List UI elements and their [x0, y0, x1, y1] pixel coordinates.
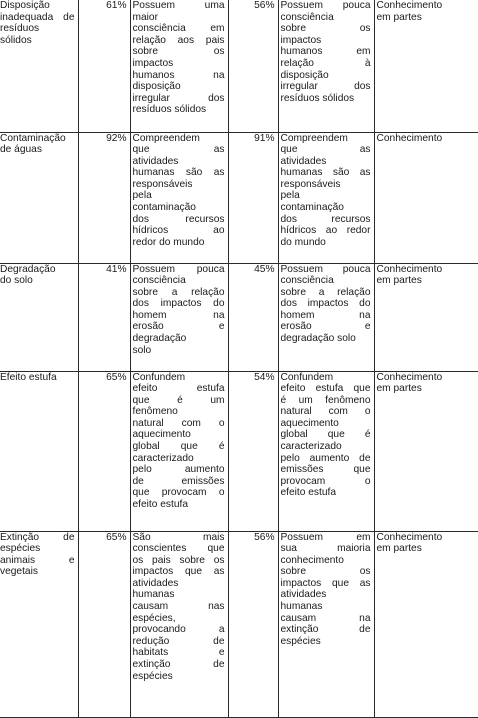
description-cell-a-line: irregular dos	[132, 92, 225, 104]
description-cell-b-line: irregular dos	[280, 81, 371, 93]
topic-cell-line: Extinção de	[0, 531, 75, 543]
description-cell-b-line: pela	[280, 190, 300, 202]
description-cell-b	[278, 132, 374, 263]
description-cell-a-line: erosão e	[132, 321, 225, 333]
description-cell-b-line: impactos que as	[280, 577, 371, 589]
description-cell-a-line: pela	[132, 190, 152, 202]
description-cell-b-line: atividades	[280, 155, 327, 167]
description-cell-b-line: do mundo	[280, 236, 326, 248]
percent-cell-a	[78, 132, 130, 263]
knowledge-level-cell-line: Conhecimento	[376, 371, 443, 383]
description-cell-a-line: consciência em	[132, 23, 225, 35]
description-cell-a-line: consciência	[132, 275, 186, 287]
percent-cell-b	[228, 0, 278, 132]
description-cell-b-line: espécies	[280, 635, 321, 647]
description-cell-a-line: contaminação	[132, 202, 196, 214]
topic-cell-line: Disposição	[0, 0, 50, 11]
description-cell-a-line: dos recursos	[132, 213, 225, 225]
description-cell-a-line: redor do mundo	[132, 236, 205, 248]
description-cell-a-line: redução de	[132, 635, 225, 647]
knowledge-level-cell	[374, 132, 478, 263]
description-cell-b-line: Possuem pouca	[280, 263, 371, 275]
description-cell-b-line: global que é	[280, 429, 371, 441]
knowledge-level-cell-line: Conhecimento	[376, 263, 443, 275]
description-cell-b-line: causam na	[280, 612, 371, 624]
description-cell-a-line: Compreendem	[132, 132, 200, 144]
description-cell-a-line: espécies,	[132, 612, 176, 624]
topic-cell-line: inadequada de	[0, 11, 75, 23]
description-cell-a-line: que as	[132, 144, 225, 156]
table-row	[0, 263, 478, 371]
percent-cell-b	[228, 132, 278, 263]
description-cell-b-line: humanos em	[280, 46, 371, 58]
topic-cell	[0, 531, 78, 717]
description-cell-b-line: hídricos ao redor	[280, 225, 371, 237]
description-cell-b-line: impactos	[280, 34, 322, 46]
topic-cell-line: Degradação	[0, 263, 56, 275]
description-cell-a-line: causam nas	[132, 601, 225, 613]
knowledge-level-cell-line: em partes	[376, 275, 422, 287]
topic-cell-line: vegetais	[0, 566, 38, 578]
description-cell-a-line: humanos na	[132, 69, 225, 81]
description-cell-a-line: habitats e	[132, 647, 225, 659]
description-cell-a-line: resíduos sólidos	[132, 104, 207, 116]
percent-cell-a-value: 61%	[106, 0, 127, 11]
description-cell-a-line: global que é	[132, 441, 225, 453]
description-cell-b-line: consciência	[280, 275, 334, 287]
description-cell-b-line: é um fenômeno	[280, 394, 371, 406]
description-cell-a	[130, 263, 228, 371]
description-cell-a-line: responsáveis	[132, 178, 193, 190]
description-cell-b-line: natural com o	[280, 406, 371, 418]
description-cell-b-line: provocam o	[280, 475, 371, 487]
description-cell-a-line: Confundem	[132, 371, 186, 383]
description-cell-b-line: caracterizado	[280, 441, 342, 453]
percent-cell-a-value: 92%	[106, 132, 127, 144]
description-cell-a-line: impactos que as	[132, 566, 225, 578]
percent-cell-a-value: 65%	[106, 531, 127, 543]
percent-cell-b-value: 56%	[254, 531, 275, 543]
description-cell-a-line: disposição	[132, 81, 181, 93]
knowledge-level-cell	[374, 531, 478, 717]
description-cell-b-line: Possuem pouca	[280, 0, 371, 11]
description-cell-b-line: aquecimento	[280, 417, 339, 429]
table-row	[0, 0, 478, 132]
topic-cell-line: de águas	[0, 144, 42, 156]
description-cell-a-line: extinção de	[132, 659, 225, 671]
percent-cell-a	[78, 371, 130, 531]
topic-cell	[0, 132, 78, 263]
description-cell-b-line: humanas são as	[280, 167, 371, 179]
percent-cell-a-value: 41%	[106, 263, 127, 275]
description-cell-a-line: caracterizado	[132, 452, 194, 464]
description-cell-b-line: dos recursos	[280, 213, 371, 225]
description-cell-a-line: dos impactos do	[132, 298, 225, 310]
description-cell-b	[278, 0, 374, 132]
description-cell-b-line: consciência	[280, 11, 334, 23]
description-cell-b-line: Compreendem	[280, 132, 348, 144]
description-cell-b-line: sua maioria	[280, 543, 371, 555]
description-cell-a-line: Possuem uma	[132, 0, 225, 11]
description-cell-b-line: efeito estufa que	[280, 383, 371, 395]
description-cell-a-line: que é um	[132, 394, 225, 406]
knowledge-level-cell	[374, 263, 478, 371]
description-cell-b-line: efeito estufa	[280, 487, 337, 499]
description-cell-b-line: sobre os	[280, 23, 371, 35]
percent-cell-b	[228, 263, 278, 371]
description-cell-a-line: São mais	[132, 531, 225, 543]
table-row	[0, 531, 478, 717]
description-cell-b-line: relação à	[280, 57, 371, 69]
description-cell-b-line: responsáveis	[280, 178, 341, 190]
description-cell-a-line: maior	[132, 11, 158, 23]
description-cell-a-line: impactos	[132, 57, 174, 69]
description-cell-a-line: aquecimento	[132, 429, 191, 441]
percent-cell-a	[78, 263, 130, 371]
description-cell-b-line: humanas	[280, 601, 323, 613]
description-cell-a-line: hídricos ao	[132, 225, 225, 237]
knowledge-level-cell-line: Conhecimento	[376, 132, 443, 144]
percent-cell-b-value: 56%	[254, 0, 275, 11]
table-row	[0, 132, 478, 263]
description-cell-b-line: pelo aumento de	[280, 452, 371, 464]
description-cell-a-line: fenômeno	[132, 406, 178, 418]
topic-cell-line: sólidos	[0, 34, 32, 46]
description-cell-b-line: Confundem	[280, 371, 334, 383]
knowledge-level-cell-line: Conhecimento	[376, 0, 443, 11]
description-cell-b-line: erosão e	[280, 321, 371, 333]
description-cell-a-line: Possuem pouca	[132, 263, 225, 275]
description-cell-a-line: de emissões	[132, 475, 225, 487]
description-cell-a-line: conscientes que	[132, 543, 225, 555]
description-cell-b-line: sobre a relação	[280, 286, 371, 298]
percent-cell-a	[78, 531, 130, 717]
topic-cell	[0, 0, 78, 132]
description-cell-a-line: atividades	[132, 155, 179, 167]
description-cell-b	[278, 371, 374, 531]
description-cell-b-line: degradação solo	[280, 333, 356, 345]
description-cell-b-line: sobre os	[280, 566, 371, 578]
description-cell-b	[278, 263, 374, 371]
description-cell-a-line: espécies	[132, 670, 173, 682]
description-cell-a-line: que provocam o	[132, 487, 225, 499]
description-cell-b-line: que as	[280, 144, 371, 156]
knowledge-level-cell-line: Conhecimento	[376, 531, 443, 543]
description-cell-b-line: Possuem em	[280, 531, 371, 543]
description-cell-a-line: homem na	[132, 309, 225, 321]
topic-cell-line: Efeito estufa	[0, 371, 57, 383]
knowledge-level-cell-line: em partes	[376, 383, 422, 395]
description-cell-a-line: efeito estufa	[132, 383, 225, 395]
description-cell-a-line: pelo aumento	[132, 464, 225, 476]
description-cell-a-line: os pais sobre os	[132, 554, 225, 566]
description-cell-b-line: conhecimento	[280, 554, 344, 566]
percent-cell-b-value: 91%	[254, 132, 275, 144]
description-cell-b-line: contaminação	[280, 202, 344, 214]
description-cell-a-line: solo	[132, 344, 152, 356]
topic-cell-line: resíduos	[0, 23, 40, 35]
topic-cell	[0, 263, 78, 371]
description-cell-b-line: homem na	[280, 309, 371, 321]
knowledge-level-cell	[374, 0, 478, 132]
description-cell-a	[130, 0, 228, 132]
topic-cell-line: Contaminação	[0, 132, 66, 144]
percent-cell-b-value: 54%	[254, 371, 275, 383]
description-cell-b	[278, 531, 374, 717]
percent-cell-a	[78, 0, 130, 132]
percent-cell-b	[228, 531, 278, 717]
description-cell-b-line: dos impactos do	[280, 298, 371, 310]
description-cell-b-line: resíduos sólidos	[280, 92, 355, 104]
description-cell-a	[130, 132, 228, 263]
description-cell-a-line: relação aos pais	[132, 34, 225, 46]
topic-cell-line: do solo	[0, 275, 33, 287]
description-cell-a-line: provocando a	[132, 624, 225, 636]
knowledge-level-cell-line: em partes	[376, 11, 422, 23]
description-cell-a-line: humanas	[132, 589, 175, 601]
description-cell-a-line: atividades	[132, 577, 179, 589]
description-cell-a	[130, 371, 228, 531]
description-cell-a-line: sobre os	[132, 46, 225, 58]
knowledge-level-cell	[374, 371, 478, 531]
topic-cell-line: animais e	[0, 554, 75, 566]
description-cell-b-line: extinção de	[280, 624, 371, 636]
description-cell-a-line: degradação	[132, 333, 187, 345]
percent-cell-b-value: 45%	[254, 263, 275, 275]
description-cell-a	[130, 531, 228, 717]
percent-cell-b	[228, 371, 278, 531]
description-cell-a-line: efeito estufa	[132, 499, 189, 511]
topic-cell-line: espécies	[0, 543, 41, 555]
description-cell-b-line: emissões que	[280, 464, 371, 476]
description-cell-b-line: atividades	[280, 589, 327, 601]
table-row	[0, 371, 478, 531]
knowledge-level-cell-line: em partes	[376, 543, 422, 555]
percent-cell-a-value: 65%	[106, 371, 127, 383]
description-cell-a-line: humanas são as	[132, 167, 225, 179]
description-cell-a-line: natural com o	[132, 417, 225, 429]
topic-cell	[0, 371, 78, 531]
description-cell-b-line: disposição	[280, 69, 329, 81]
description-cell-a-line: sobre a relação	[132, 286, 225, 298]
